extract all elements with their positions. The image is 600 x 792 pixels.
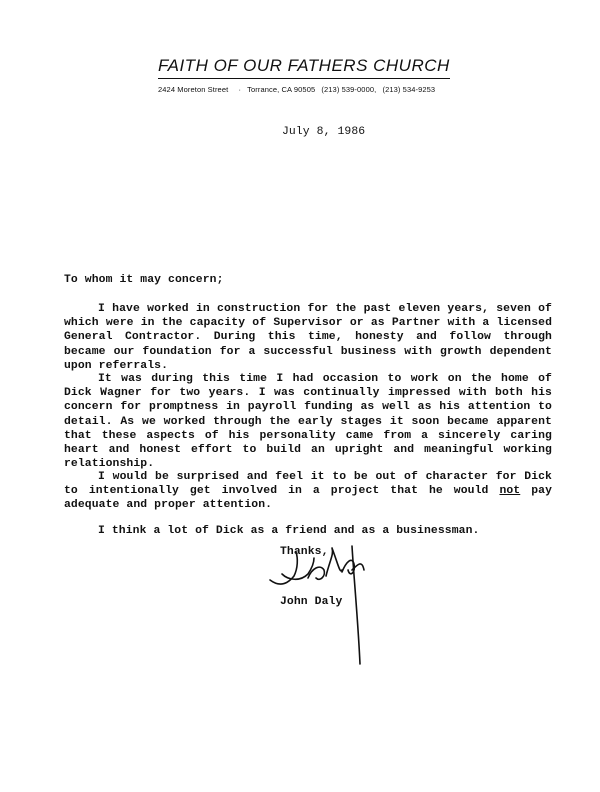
city-state-zip: Torrance, CA 90505	[247, 85, 316, 94]
paragraph-3	[64, 470, 552, 513]
organization-name: FAITH OF OUR FATHERS CHURCH	[158, 56, 450, 79]
phone-number-1: (213) 539-0000,	[321, 85, 377, 94]
underlined-word: not	[499, 485, 521, 498]
paragraph-4: I think a lot of Dick as a friend and as a businessman.	[98, 525, 480, 537]
letter-date: July 8, 1986	[282, 126, 366, 138]
salutation: To whom it may concern;	[64, 274, 224, 286]
paragraph-1: I have worked in construction for the past eleven years, seven of which were in the capacity of Supervisor or as Partner with a licensed General Contractor. During this time, honesty and follow through became our foundation for a successful business with growth dependent upon referrals.	[64, 303, 552, 372]
address-line	[158, 85, 458, 94]
paragraph-3-end: pay adequate and proper attention.	[64, 485, 553, 512]
signer-name: John Daly	[280, 596, 343, 608]
paragraph-2: It was during this time I had occasion to work on the home of Dick Wagner for two years. I was continually impressed with both his concern for promptness in payroll funding as well as his attention to detail. As we worked through the early stages it soon became apparent that these aspects of his personality came from a sincerely caring heart and honest effort to build an upright and meaningful working relationship.	[64, 373, 552, 471]
letterhead	[158, 56, 458, 94]
phone-number-2: (213) 534-9253	[382, 85, 436, 94]
street-address: 2424 Moreton Street	[158, 85, 229, 94]
closing: Thanks,	[280, 546, 329, 558]
paragraph-3-start: I would be surprised and feel it to be out of character for Dick to intentionally get involved in a project that he would	[64, 471, 552, 498]
separator-dot: ·	[238, 85, 242, 94]
